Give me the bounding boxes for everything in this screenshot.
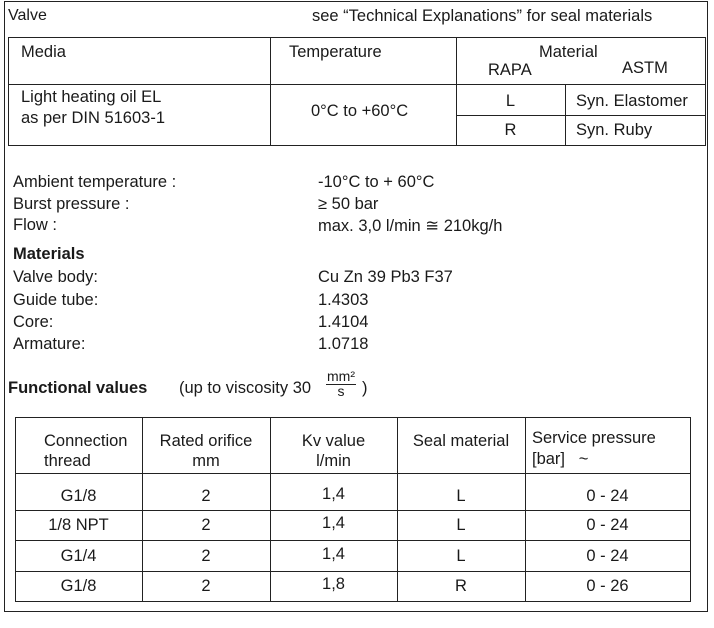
header-seal: Seal material [412, 432, 510, 450]
kv-cell: 1,4 [322, 545, 345, 563]
functional-values-title: Functional values [8, 379, 148, 397]
unit-numerator: mm² [327, 368, 355, 384]
spec-value: -10°C to + 60°C [318, 173, 435, 191]
orifice-cell: 2 [201, 516, 211, 534]
pressure-cell: 0 - 24 [586, 547, 629, 565]
material-value: 1.0718 [318, 335, 369, 353]
header-connection: Connection [44, 432, 128, 450]
kv-cell: 1,4 [322, 514, 345, 532]
seal-cell: L [456, 547, 466, 565]
media-header: Media [21, 43, 66, 61]
material-value: 1.4303 [318, 291, 369, 309]
spec-value: ≥ 50 bar [318, 195, 379, 213]
material-value: Cu Zn 39 Pb3 F37 [318, 268, 453, 286]
thread-cell: G1/8 [60, 487, 97, 505]
page-title: Valve [8, 7, 47, 24]
materials-heading: Materials [13, 245, 85, 263]
unit-denominator: s [337, 383, 345, 399]
header-kv-unit: l/min [316, 452, 351, 470]
header-service-unit: [bar] ~ [532, 450, 589, 468]
pressure-cell: 0 - 24 [586, 516, 629, 534]
media-line-1: Light heating oil EL [21, 88, 162, 106]
media-line-2: as per DIN 51603-1 [21, 109, 165, 127]
header-service: Service pressure [532, 429, 656, 447]
material-value: 1.4104 [318, 313, 369, 331]
kv-cell: 1,4 [322, 485, 345, 503]
pressure-cell: 0 - 26 [586, 577, 629, 595]
temperature-value: 0°C to +60°C [311, 102, 409, 120]
material-label: Armature: [13, 335, 86, 353]
thread-cell: 1/8 NPT [48, 516, 109, 534]
material-header: Material [539, 43, 598, 61]
seal-materials-note: see “Technical Explanations” for seal materials [312, 7, 653, 25]
orifice-cell: 2 [201, 487, 211, 505]
spec-label: Flow : [13, 216, 58, 234]
material-label: Guide tube: [13, 291, 99, 309]
thread-cell: G1/4 [60, 547, 97, 565]
spec-label: Ambient temperature : [13, 173, 177, 191]
header-connection-sub: thread [44, 452, 91, 470]
pressure-cell: 0 - 24 [586, 487, 629, 505]
thread-cell: G1/8 [60, 577, 97, 595]
astm-cell: Syn. Elastomer [576, 92, 688, 110]
header-orifice: Rated orifice [159, 432, 253, 450]
seal-cell: L [456, 516, 466, 534]
astm-cell: Syn. Ruby [576, 121, 653, 139]
kv-cell: 1,8 [322, 575, 345, 593]
seal-cell: L [456, 487, 466, 505]
material-label: Core: [13, 313, 54, 331]
header-kv: Kv value [301, 432, 366, 450]
spec-value: max. 3,0 l/min ≅ 210kg/h [318, 217, 503, 235]
rapa-cell: R [504, 121, 517, 139]
spec-label: Burst pressure : [13, 195, 130, 213]
viscosity-prefix: (up to viscosity 30 [179, 379, 312, 397]
header-orifice-unit: mm [192, 452, 220, 470]
material-label: Valve body: [13, 268, 98, 286]
orifice-cell: 2 [201, 547, 211, 565]
viscosity-suffix: ) [362, 379, 368, 397]
temperature-header: Temperature [289, 43, 382, 61]
astm-header: ASTM [622, 59, 668, 77]
seal-cell: R [455, 577, 467, 595]
rapa-cell: L [505, 92, 516, 110]
orifice-cell: 2 [201, 577, 211, 595]
rapa-header: RAPA [488, 61, 532, 79]
